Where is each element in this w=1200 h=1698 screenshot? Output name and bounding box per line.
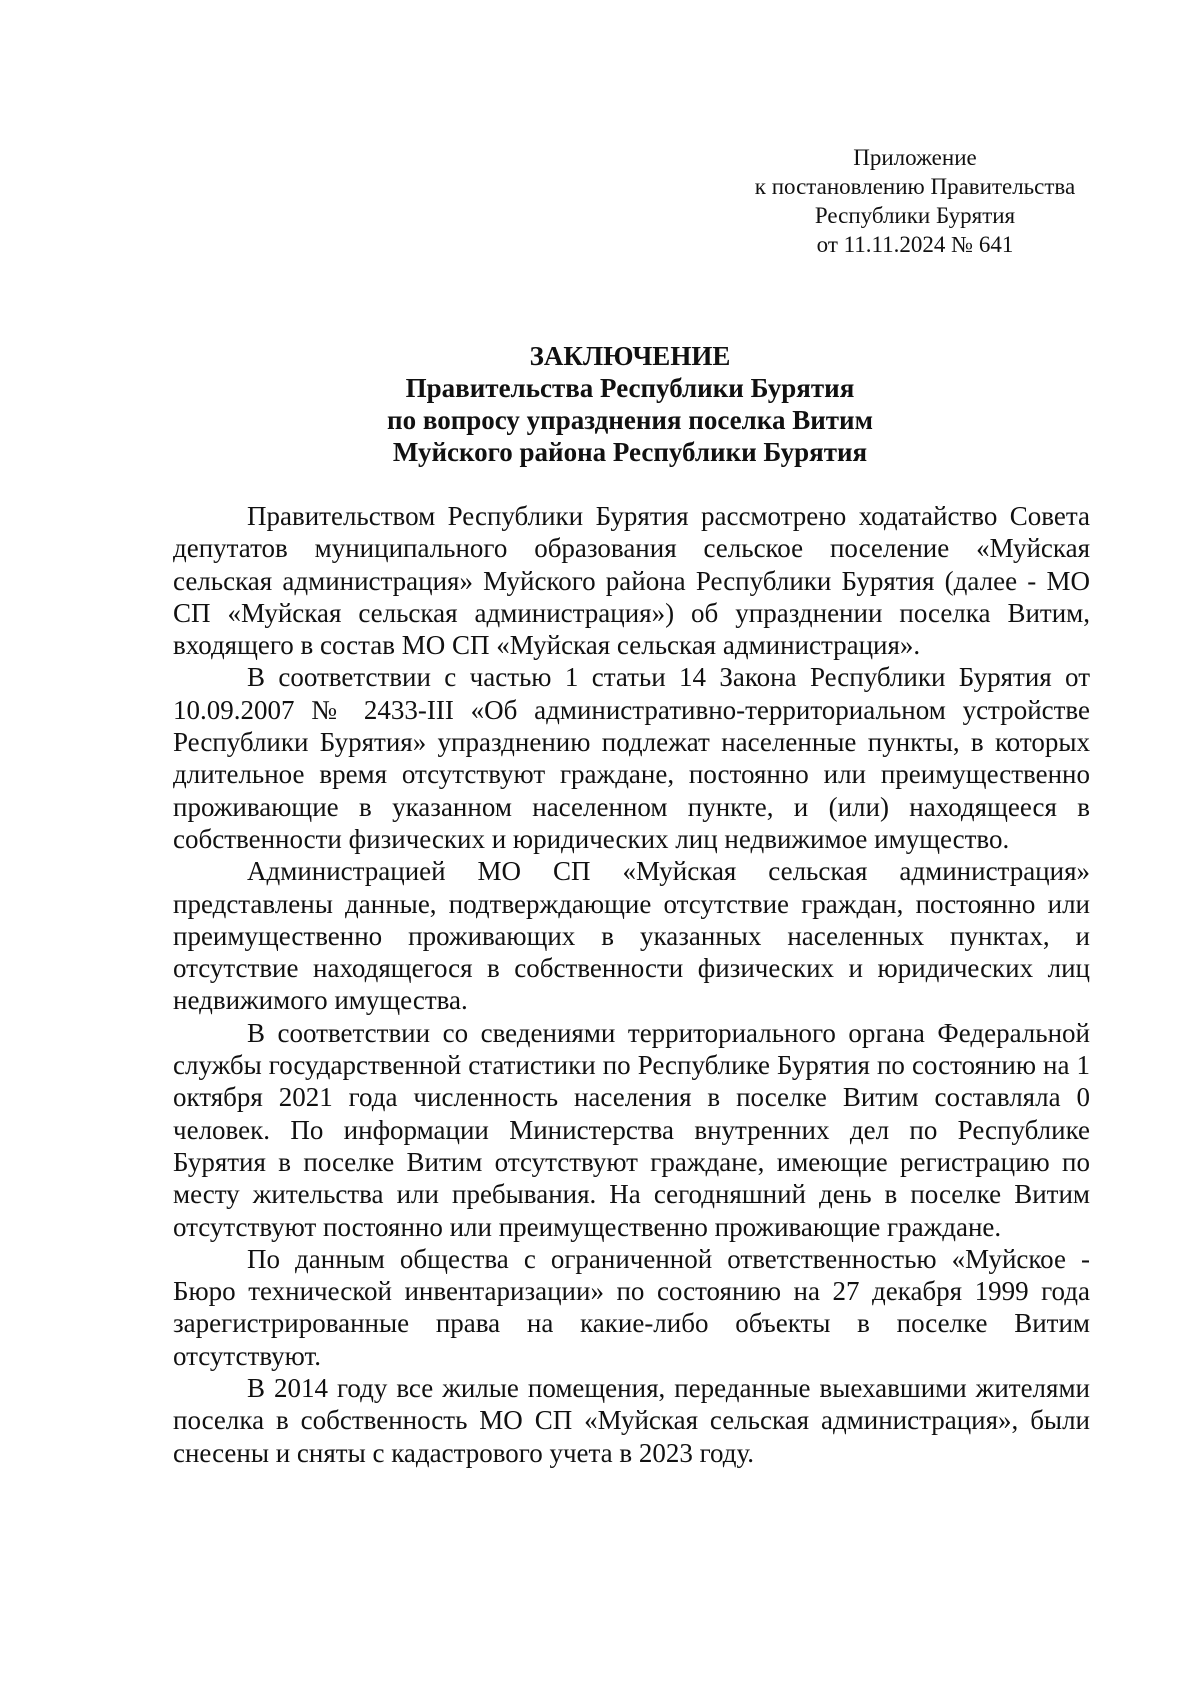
annex-line-3: Республики Бурятия xyxy=(814,203,1016,228)
annex-line-1: Приложение xyxy=(853,145,977,170)
title-line-3: по вопросу упразднения поселка Витим xyxy=(387,405,873,435)
paragraph-3: Администрацией МО СП «Муйская сельская администрация» представлены данные, подтверждающие отсутствие граждан, постоянно или преимущественно проживающих в указанных населенных пунктах, и отсутствие находящегося в собственности физических и юридических лиц недвижимого имущества. xyxy=(173,856,1090,1016)
annex-line-4: от 11.11.2024 № 641 xyxy=(816,232,1014,257)
paragraph-6: В 2014 году все жилые помещения, переданные выехавшими жителями поселка в собственность МО СП «Муйская сельская администрация», были снесены и сняты с кадастрового учета в 2023 году. xyxy=(173,1373,1090,1468)
paragraph-2: В соответствии с частью 1 статьи 14 Закона Республики Бурятия от 10.09.2007 № 2433-III «Об административно-территориальном устройстве Республики Бурятия» упразднению подлежат населенные пункты, в которых длительное время отсутствуют граждане, постоянно или преимущественно проживающие в указанном населенном пункте, и (или) находящееся в собственности физических и юридических лиц недвижимое имущество. xyxy=(173,662,1090,854)
title-line-2: Правительства Республики Бурятия xyxy=(405,373,855,403)
annex-block xyxy=(740,143,1090,259)
title-line-4: Муйского района Республики Бурятия xyxy=(392,437,868,467)
paragraph-4: В соответствии со сведениями территориального органа Федеральной службы государственной статистики по Республике Бурятия по состоянию на 1 октября 2021 года численность населения в поселке Витим составляла 0 человек. По информации Министерства внутренних дел по Республике Бурятия в поселке Витим отсутствуют граждане, имеющие регистрацию по месту жительства или пребывания. На сегодняшний день в поселке Витим отсутствуют постоянно или преимущественно проживающие граждане. xyxy=(173,1017,1090,1242)
document-body xyxy=(173,500,1090,1469)
document-title xyxy=(170,340,1090,468)
paragraph-5: По данным общества с ограниченной ответственностью «Муйское - Бюро технической инвентаризации» по состоянию на 27 декабря 1999 года зарегистрированные права на какие-либо объекты в поселке Витим отсутствуют. xyxy=(173,1243,1090,1371)
title-line-1: ЗАКЛЮЧЕНИЕ xyxy=(529,341,731,371)
paragraph-1: Правительством Республики Бурятия рассмотрено ходатайство Совета депутатов муниципального образования сельское поселение «Муйская сельская администрация» Муйского района Республики Бурятия (далее - МО СП «Муйская сельская администрация») об упразднении поселка Витим, входящего в состав МО СП «Муйская сельская администрация». xyxy=(173,501,1090,661)
annex-line-2: к постановлению Правительства xyxy=(754,174,1076,199)
